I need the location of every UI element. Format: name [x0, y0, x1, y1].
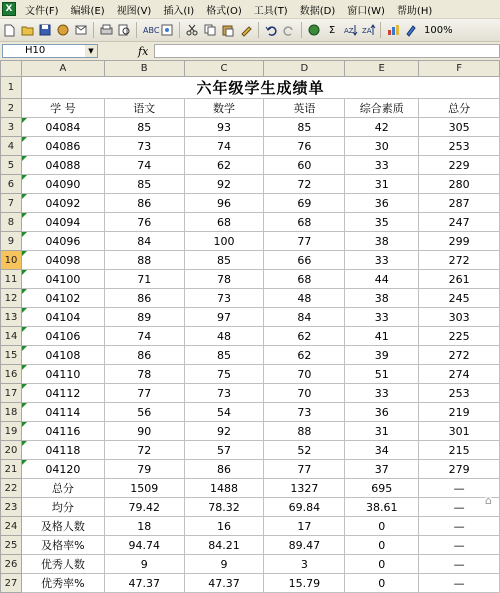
- cell-f[interactable]: 274: [419, 365, 500, 384]
- worksheet-grid: [0, 60, 500, 593]
- cell-d[interactable]: 62: [264, 327, 345, 346]
- student-row: [1, 308, 500, 327]
- cell-d[interactable]: 17: [264, 517, 345, 536]
- formula-bar: [0, 42, 500, 61]
- undo-icon[interactable]: [264, 23, 278, 37]
- cell-e[interactable]: 30: [345, 137, 419, 156]
- cell-f[interactable]: 247: [419, 213, 500, 232]
- student-row: [1, 270, 500, 289]
- cell-b[interactable]: 74: [104, 156, 184, 175]
- toolbar-separator: [258, 22, 259, 38]
- cell-d[interactable]: 85: [264, 118, 345, 137]
- menu-data[interactable]: 数据(D): [299, 5, 336, 17]
- cell-b[interactable]: 94.74: [104, 536, 184, 555]
- cell-a[interactable]: 04108: [21, 346, 104, 365]
- cell-d[interactable]: 77: [264, 232, 345, 251]
- cell-e[interactable]: 0: [345, 574, 419, 593]
- row-header[interactable]: 4: [1, 137, 22, 156]
- row-header[interactable]: 26: [1, 555, 22, 574]
- cell-e[interactable]: 0: [345, 555, 419, 574]
- cell-a[interactable]: 04110: [21, 365, 104, 384]
- cell-c[interactable]: 1488: [184, 479, 264, 498]
- cell-a[interactable]: 04112: [21, 384, 104, 403]
- cell-b[interactable]: 47.37: [104, 574, 184, 593]
- cell-a[interactable]: 优秀人数: [21, 555, 104, 574]
- zoom-box[interactable]: 100%: [424, 24, 453, 36]
- cell-b[interactable]: 76: [104, 213, 184, 232]
- fx-icon[interactable]: fx: [138, 44, 149, 58]
- row-header[interactable]: 18: [1, 403, 22, 422]
- cell-a[interactable]: 04120: [21, 460, 104, 479]
- column-header[interactable]: D: [264, 61, 345, 77]
- cell-e[interactable]: 33: [345, 251, 419, 270]
- student-row: [1, 156, 500, 175]
- cell-e[interactable]: 41: [345, 327, 419, 346]
- student-row: [1, 213, 500, 232]
- cell-a[interactable]: 04086: [21, 137, 104, 156]
- cell-e[interactable]: 31: [345, 422, 419, 441]
- student-row: [1, 365, 500, 384]
- cell-c[interactable]: 62: [184, 156, 264, 175]
- cell-d[interactable]: 62: [264, 346, 345, 365]
- cell-d[interactable]: 1327: [264, 479, 345, 498]
- cell-e[interactable]: 33: [345, 156, 419, 175]
- cell-b[interactable]: 79.42: [104, 498, 184, 517]
- cell-a[interactable]: 04102: [21, 289, 104, 308]
- student-row: [1, 232, 500, 251]
- cell-b[interactable]: 90: [104, 422, 184, 441]
- row-header[interactable]: 12: [1, 289, 22, 308]
- cell-b[interactable]: 88: [104, 251, 184, 270]
- menu-insert[interactable]: 插入(I): [163, 5, 195, 17]
- cell-b[interactable]: 71: [104, 270, 184, 289]
- cell-e[interactable]: 35: [345, 213, 419, 232]
- header-cell[interactable]: 数学: [184, 99, 264, 118]
- research-icon[interactable]: [160, 23, 174, 37]
- cell-d[interactable]: 70: [264, 365, 345, 384]
- open-icon[interactable]: [20, 23, 34, 37]
- cell-f[interactable]: 261: [419, 270, 500, 289]
- header-cell[interactable]: 总分: [419, 99, 500, 118]
- cell-d[interactable]: 70: [264, 384, 345, 403]
- cell-a[interactable]: 04100: [21, 270, 104, 289]
- cell-d[interactable]: 68: [264, 213, 345, 232]
- cell-c[interactable]: 75: [184, 365, 264, 384]
- toolbar-separator: [301, 22, 302, 38]
- row-header[interactable]: 25: [1, 536, 22, 555]
- column-header[interactable]: A: [21, 61, 104, 77]
- cell-c[interactable]: 74: [184, 137, 264, 156]
- print-icon[interactable]: [99, 23, 113, 37]
- cell-c[interactable]: 78.32: [184, 498, 264, 517]
- row-header[interactable]: 13: [1, 308, 22, 327]
- cell-d[interactable]: 73: [264, 403, 345, 422]
- row-header[interactable]: 17: [1, 384, 22, 403]
- watermark: ⌂: [485, 494, 492, 507]
- menu-file[interactable]: 文件(F): [25, 5, 59, 17]
- student-row: [1, 289, 500, 308]
- summary-row: [1, 498, 500, 517]
- row-header[interactable]: 2: [1, 99, 22, 118]
- menu-bar: [0, 0, 500, 19]
- student-row: [1, 346, 500, 365]
- student-row: [1, 327, 500, 346]
- cell-c[interactable]: 92: [184, 422, 264, 441]
- cell-d[interactable]: 72: [264, 175, 345, 194]
- cell-a[interactable]: 04084: [21, 118, 104, 137]
- cell-f[interactable]: 253: [419, 137, 500, 156]
- cell-f[interactable]: 280: [419, 175, 500, 194]
- row-header[interactable]: 11: [1, 270, 22, 289]
- student-row: [1, 137, 500, 156]
- redo-icon[interactable]: [282, 23, 296, 37]
- menu-format[interactable]: 格式(O): [206, 5, 242, 17]
- cell-e[interactable]: 31: [345, 175, 419, 194]
- permission-icon[interactable]: [56, 23, 70, 37]
- cell-f[interactable]: 272: [419, 251, 500, 270]
- cell-d[interactable]: 15.79: [264, 574, 345, 593]
- title-row: [1, 77, 500, 99]
- row-header[interactable]: 16: [1, 365, 22, 384]
- cell-e[interactable]: 33: [345, 308, 419, 327]
- formula-input[interactable]: [154, 44, 500, 58]
- cell-b[interactable]: 86: [104, 289, 184, 308]
- row-header[interactable]: 10: [1, 251, 22, 270]
- cell-e[interactable]: 38: [345, 232, 419, 251]
- cell-a[interactable]: 优秀率%: [21, 574, 104, 593]
- cell-e[interactable]: 34: [345, 441, 419, 460]
- row-header[interactable]: 15: [1, 346, 22, 365]
- toolbar-separator: [93, 22, 94, 38]
- cell-f[interactable]: —: [419, 574, 500, 593]
- row-header[interactable]: 14: [1, 327, 22, 346]
- header-cell[interactable]: 语文: [104, 99, 184, 118]
- cell-a[interactable]: 04092: [21, 194, 104, 213]
- cell-c[interactable]: 78: [184, 270, 264, 289]
- cell-c[interactable]: 57: [184, 441, 264, 460]
- save-icon[interactable]: [38, 23, 52, 37]
- student-row: [1, 422, 500, 441]
- cell-f[interactable]: —: [419, 555, 500, 574]
- cell-f[interactable]: —: [419, 479, 500, 498]
- cell-a[interactable]: 04094: [21, 213, 104, 232]
- student-row: [1, 403, 500, 422]
- cell-b[interactable]: 86: [104, 194, 184, 213]
- autosum-icon[interactable]: Σ: [328, 24, 336, 36]
- svg-text:AZ: AZ: [343, 27, 354, 35]
- row-header[interactable]: 27: [1, 574, 22, 593]
- drawing-icon[interactable]: [404, 23, 418, 37]
- cell-d[interactable]: 76: [264, 137, 345, 156]
- cell-f[interactable]: 301: [419, 422, 500, 441]
- cell-f[interactable]: —: [419, 517, 500, 536]
- summary-table-body: [1, 479, 500, 593]
- cell-a[interactable]: 及格人数: [21, 517, 104, 536]
- copy-icon[interactable]: [203, 23, 217, 37]
- cell-c[interactable]: 92: [184, 175, 264, 194]
- cell-e[interactable]: 38.61: [345, 498, 419, 517]
- cell-f[interactable]: 253: [419, 384, 500, 403]
- student-row: [1, 194, 500, 213]
- cell-d[interactable]: 84: [264, 308, 345, 327]
- cell-b[interactable]: 18: [104, 517, 184, 536]
- cell-e[interactable]: 38: [345, 289, 419, 308]
- cell-f[interactable]: 287: [419, 194, 500, 213]
- student-row: [1, 384, 500, 403]
- cell-b[interactable]: 85: [104, 118, 184, 137]
- chart-wizard-icon[interactable]: [386, 23, 400, 37]
- cell-a[interactable]: 04088: [21, 156, 104, 175]
- chevron-down-icon[interactable]: ▼: [85, 45, 97, 57]
- cell-c[interactable]: 54: [184, 403, 264, 422]
- cell-b[interactable]: 86: [104, 346, 184, 365]
- menu-window[interactable]: 窗口(W): [347, 5, 385, 17]
- menu-view[interactable]: 视图(V): [116, 5, 152, 17]
- header-cell[interactable]: 学 号: [21, 99, 104, 118]
- cell-c[interactable]: 73: [184, 289, 264, 308]
- cell-c[interactable]: 85: [184, 346, 264, 365]
- cell-f[interactable]: 272: [419, 346, 500, 365]
- spelling-icon[interactable]: [142, 23, 159, 37]
- column-header[interactable]: E: [345, 61, 419, 77]
- row-header[interactable]: 6: [1, 175, 22, 194]
- cell-b[interactable]: 79: [104, 460, 184, 479]
- cell-f[interactable]: 245: [419, 289, 500, 308]
- cell-b[interactable]: 84: [104, 232, 184, 251]
- sort-descending-icon[interactable]: [361, 23, 375, 37]
- email-icon[interactable]: [74, 23, 88, 37]
- cell-a[interactable]: 均分: [21, 498, 104, 517]
- hyperlink-icon[interactable]: [307, 23, 321, 37]
- cell-e[interactable]: 39: [345, 346, 419, 365]
- menu-help[interactable]: 帮助(H): [396, 5, 433, 17]
- cell-f[interactable]: 225: [419, 327, 500, 346]
- cell-e[interactable]: 36: [345, 403, 419, 422]
- cell-e[interactable]: 0: [345, 517, 419, 536]
- column-header[interactable]: C: [184, 61, 264, 77]
- cell-d[interactable]: 88: [264, 422, 345, 441]
- cell-d[interactable]: 60: [264, 156, 345, 175]
- cell-c[interactable]: 86: [184, 460, 264, 479]
- cell-c[interactable]: 47.37: [184, 574, 264, 593]
- cell-c[interactable]: 73: [184, 384, 264, 403]
- cell-e[interactable]: 42: [345, 118, 419, 137]
- select-all-corner[interactable]: [1, 61, 22, 77]
- row-header[interactable]: 9: [1, 232, 22, 251]
- cell-f[interactable]: 305: [419, 118, 500, 137]
- cut-icon[interactable]: [185, 23, 199, 37]
- cell-f[interactable]: 303: [419, 308, 500, 327]
- row-header[interactable]: 22: [1, 479, 22, 498]
- format-painter-icon[interactable]: [239, 23, 253, 37]
- cell-c[interactable]: 85: [184, 251, 264, 270]
- menu-tools[interactable]: 工具(T): [253, 5, 288, 17]
- cell-d[interactable]: 48: [264, 289, 345, 308]
- cell-e[interactable]: 36: [345, 194, 419, 213]
- row-header[interactable]: 1: [1, 77, 22, 99]
- cell-a[interactable]: 04114: [21, 403, 104, 422]
- cell-f[interactable]: 299: [419, 232, 500, 251]
- cell-d[interactable]: 77: [264, 460, 345, 479]
- cell-e[interactable]: 33: [345, 384, 419, 403]
- row-header[interactable]: 23: [1, 498, 22, 517]
- cell-a[interactable]: 04090: [21, 175, 104, 194]
- summary-row: [1, 517, 500, 536]
- header-cell[interactable]: 综合素质: [345, 99, 419, 118]
- cell-f[interactable]: 215: [419, 441, 500, 460]
- student-row: [1, 441, 500, 460]
- row-header[interactable]: 20: [1, 441, 22, 460]
- name-box-value: H10: [25, 45, 46, 56]
- cell-f[interactable]: 229: [419, 156, 500, 175]
- cell-d[interactable]: 66: [264, 251, 345, 270]
- row-header[interactable]: 5: [1, 156, 22, 175]
- summary-row: [1, 536, 500, 555]
- svg-text:ZA: ZA: [361, 27, 372, 35]
- row-header[interactable]: 24: [1, 517, 22, 536]
- sheet-title[interactable]: 六年级学生成绩单: [21, 77, 499, 99]
- cell-b[interactable]: 74: [104, 327, 184, 346]
- excel-app-icon[interactable]: X: [2, 2, 16, 16]
- cell-a[interactable]: 总分: [21, 479, 104, 498]
- student-row: [1, 118, 500, 137]
- cell-a[interactable]: 04118: [21, 441, 104, 460]
- paste-icon[interactable]: [221, 23, 235, 37]
- students-table-body: [1, 118, 500, 479]
- sort-ascending-icon[interactable]: [343, 23, 357, 37]
- cell-a[interactable]: 04106: [21, 327, 104, 346]
- header-cell[interactable]: 英语: [264, 99, 345, 118]
- row-header[interactable]: 3: [1, 118, 22, 137]
- cell-b[interactable]: 73: [104, 137, 184, 156]
- student-row: [1, 175, 500, 194]
- toolbar-separator: [380, 22, 381, 38]
- cell-f[interactable]: —: [419, 498, 500, 517]
- cell-b[interactable]: 1509: [104, 479, 184, 498]
- cell-c[interactable]: 97: [184, 308, 264, 327]
- standard-toolbar: [0, 19, 500, 42]
- cell-c[interactable]: 100: [184, 232, 264, 251]
- header-row: [1, 99, 500, 118]
- cell-b[interactable]: 78: [104, 365, 184, 384]
- cell-f[interactable]: 279: [419, 460, 500, 479]
- cell-e[interactable]: 37: [345, 460, 419, 479]
- cell-e[interactable]: 0: [345, 536, 419, 555]
- cell-e[interactable]: 51: [345, 365, 419, 384]
- cell-a[interactable]: 及格率%: [21, 536, 104, 555]
- cell-c[interactable]: 68: [184, 213, 264, 232]
- print-preview-icon[interactable]: [117, 23, 131, 37]
- cell-b[interactable]: 89: [104, 308, 184, 327]
- row-header[interactable]: 7: [1, 194, 22, 213]
- cell-d[interactable]: 69: [264, 194, 345, 213]
- cell-c[interactable]: 96: [184, 194, 264, 213]
- cell-d[interactable]: 69.84: [264, 498, 345, 517]
- toolbar-separator: [179, 22, 180, 38]
- summary-row: [1, 574, 500, 593]
- column-header[interactable]: B: [104, 61, 184, 77]
- cell-d[interactable]: 3: [264, 555, 345, 574]
- student-row: [1, 251, 500, 270]
- cell-c[interactable]: 16: [184, 517, 264, 536]
- cell-c[interactable]: 9: [184, 555, 264, 574]
- cell-b[interactable]: 77: [104, 384, 184, 403]
- cell-b[interactable]: 85: [104, 175, 184, 194]
- row-header[interactable]: 8: [1, 213, 22, 232]
- cell-a[interactable]: 04096: [21, 232, 104, 251]
- cell-d[interactable]: 89.47: [264, 536, 345, 555]
- cell-e[interactable]: 695: [345, 479, 419, 498]
- cell-e[interactable]: 44: [345, 270, 419, 289]
- menu-edit[interactable]: 编辑(E): [70, 5, 105, 17]
- summary-row: [1, 555, 500, 574]
- cell-d[interactable]: 68: [264, 270, 345, 289]
- name-box[interactable]: [2, 44, 98, 58]
- cell-a[interactable]: 04104: [21, 308, 104, 327]
- row-header[interactable]: 21: [1, 460, 22, 479]
- new-icon[interactable]: [2, 23, 16, 37]
- cell-d[interactable]: 52: [264, 441, 345, 460]
- cell-b[interactable]: 72: [104, 441, 184, 460]
- column-header[interactable]: F: [419, 61, 500, 77]
- cell-c[interactable]: 93: [184, 118, 264, 137]
- student-row: [1, 460, 500, 479]
- cell-b[interactable]: 9: [104, 555, 184, 574]
- cell-a[interactable]: 04116: [21, 422, 104, 441]
- cell-f[interactable]: 219: [419, 403, 500, 422]
- summary-row: [1, 479, 500, 498]
- svg-text:ABC: ABC: [142, 26, 159, 35]
- cell-c[interactable]: 48: [184, 327, 264, 346]
- cell-c[interactable]: 84.21: [184, 536, 264, 555]
- column-header-row: [1, 61, 500, 77]
- row-header[interactable]: 19: [1, 422, 22, 441]
- cell-f[interactable]: —: [419, 536, 500, 555]
- toolbar-separator: [136, 22, 137, 38]
- cell-b[interactable]: 56: [104, 403, 184, 422]
- cell-a[interactable]: 04098: [21, 251, 104, 270]
